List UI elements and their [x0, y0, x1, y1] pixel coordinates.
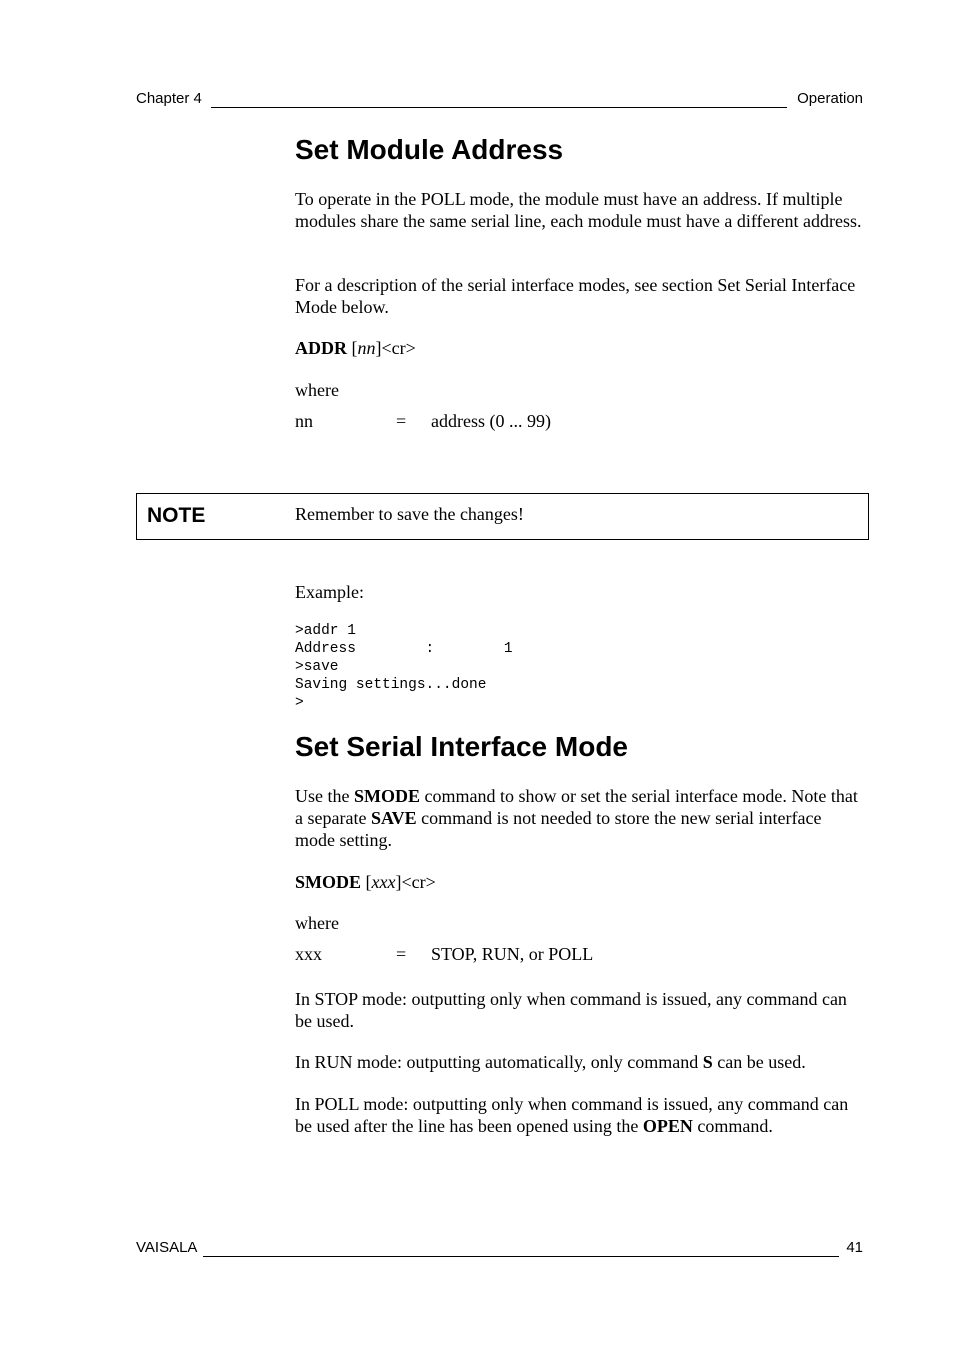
footer-rule — [203, 1256, 839, 1257]
example-code-block: >addr 1 Address : 1 >save Saving settings...done > — [295, 623, 513, 711]
header-rule — [211, 107, 787, 108]
note-text: Remember to save the changes! — [295, 504, 524, 524]
stop-mode-paragraph: In STOP mode: outputting only when command is issued, any command can be used. — [295, 989, 847, 1031]
note-box — [136, 493, 869, 540]
addr-syntax — [295, 337, 865, 359]
s-command-keyword: S — [702, 1052, 713, 1072]
chapter-label: Chapter 4 — [136, 90, 202, 107]
page-footer — [136, 1239, 863, 1259]
smode-text-1: Use the — [295, 786, 354, 806]
intro-paragraph: To operate in the POLL mode, the module must have an address. If multiple modules share the same serial line, each module must have a different address. — [295, 189, 862, 231]
poll-text-2: command. — [692, 1116, 773, 1136]
param-name: nn — [295, 411, 313, 431]
param-description: address (0 ... 99) — [431, 411, 551, 431]
example-label: Example: — [295, 582, 364, 602]
section-title-set-serial-interface-mode: Set Serial Interface Mode — [295, 731, 629, 762]
syntax-open-bracket: [ — [361, 872, 372, 892]
smode-keyword: SMODE — [353, 786, 420, 806]
syntax-close: ]<cr> — [395, 872, 436, 892]
syntax-close: ]<cr> — [375, 338, 416, 358]
poll-text-1: In POLL mode: outputting only when command is issued, any command can be used after the line has been opened using the — [295, 1094, 849, 1136]
syntax-open-bracket: [ — [347, 338, 358, 358]
param-equals: = — [396, 411, 407, 431]
poll-mode-paragraph — [295, 1093, 865, 1137]
run-mode-paragraph — [295, 1051, 865, 1073]
smode-syntax — [295, 871, 865, 893]
smode-text-3: command is not needed to store the new serial interface mode setting. — [295, 808, 822, 850]
addr-command: ADDR — [295, 338, 347, 358]
save-keyword: SAVE — [370, 808, 417, 828]
smode-text-2: command to show or set the serial interface mode. Note that a separate — [295, 786, 858, 828]
section-label: Operation — [797, 90, 863, 107]
reference-paragraph: For a description of the serial interface modes, see section Set Serial Interface Mode below. — [295, 275, 856, 317]
page-number: 41 — [846, 1239, 863, 1256]
smode-command: SMODE — [295, 872, 362, 892]
run-text-2: can be used. — [712, 1052, 806, 1072]
smode-paragraph — [295, 785, 865, 851]
note-label: NOTE — [147, 504, 206, 527]
smode-argument: xxx — [371, 872, 396, 892]
section-title-set-module-address: Set Module Address — [295, 134, 564, 165]
page-header — [136, 90, 863, 110]
open-command-keyword: OPEN — [642, 1116, 693, 1136]
brand-label: VAISALA — [136, 1239, 198, 1256]
where-label: where — [295, 913, 339, 933]
run-text-1: In RUN mode: outputting automatically, only command — [295, 1052, 703, 1072]
param-name: xxx — [295, 944, 322, 964]
addr-argument: nn — [357, 338, 376, 358]
param-equals: = — [396, 944, 407, 964]
where-label: where — [295, 380, 339, 400]
param-description: STOP, RUN, or POLL — [431, 944, 594, 964]
